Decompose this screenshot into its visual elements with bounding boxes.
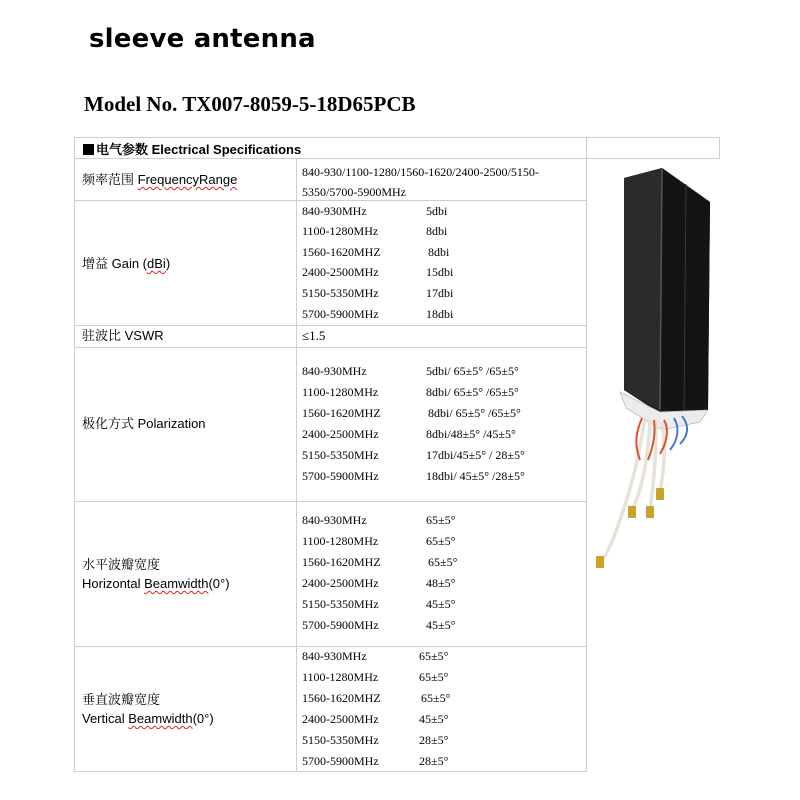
- horizontal-line: 840-930MHz 65±5°: [302, 513, 456, 527]
- antenna-left-face: [624, 168, 662, 410]
- horizontal-beamwidth-label: 水平波瓣宽度 Horizontal Beamwidth(0°): [82, 557, 230, 591]
- gain-label: 增益 Gain (dBi): [82, 256, 171, 271]
- connector-icon: [656, 488, 664, 500]
- gain-line: 840-930MHz 5dbi: [302, 204, 448, 218]
- connector-icon: [646, 506, 654, 518]
- vertical-line: 1560-1620MHZ 65±5°: [302, 691, 451, 705]
- polarization-label: 极化方式 Polarization: [82, 416, 206, 431]
- polarization-line: 1560-1620MHZ 8dbi/ 65±5° /65±5°: [302, 406, 521, 420]
- polarization-line: 1100-1280MHz 8dbi/ 65±5° /65±5°: [302, 385, 519, 399]
- horizontal-line: 1100-1280MHz 65±5°: [302, 534, 456, 548]
- horizontal-line: 2400-2500MHz 48±5°: [302, 576, 456, 590]
- polarization-line: 2400-2500MHz 8dbi/48±5° /45±5°: [302, 427, 516, 441]
- frequency-value: 840-930/1100-1280/1560-1620/2400-2500/5150-5350/5700-5900MHz: [302, 165, 539, 199]
- vertical-line: 2400-2500MHz 45±5°: [302, 712, 449, 726]
- polarization-line: 5700-5900MHz 18dbi/ 45±5° /28±5°: [302, 469, 525, 483]
- horizontal-line: 5150-5350MHz 45±5°: [302, 597, 456, 611]
- gain-line: 1100-1280MHz 8dbi: [302, 224, 448, 238]
- polarization-line: 840-930MHz 5dbi/ 65±5° /65±5°: [302, 364, 519, 378]
- vertical-line: 5700-5900MHz 28±5°: [302, 754, 449, 768]
- model-number: Model No. TX007-8059-5-18D65PCB: [84, 92, 416, 116]
- polarization-line: 5150-5350MHz 17dbi/45±5° / 28±5°: [302, 448, 525, 462]
- connector-icon: [596, 556, 604, 568]
- vertical-line: 1100-1280MHz 65±5°: [302, 670, 449, 684]
- cable-white-4: [660, 422, 664, 492]
- horizontal-line: 1560-1620MHZ 65±5°: [302, 555, 458, 569]
- vertical-line: 5150-5350MHz 28±5°: [302, 733, 449, 747]
- connector-icon: [628, 506, 636, 518]
- vertical-line: 840-930MHz 65±5°: [302, 649, 449, 663]
- frequency-label: 频率范围 FrequencyRange: [82, 172, 238, 187]
- gain-line: 2400-2500MHz 15dbi: [302, 265, 454, 279]
- gain-line: 1560-1620MHZ 8dbi: [302, 245, 450, 259]
- square-bullet-icon: [83, 144, 94, 155]
- antenna-product-image: [590, 160, 730, 580]
- section-header: 电气参数 Electrical Specifications: [83, 139, 301, 158]
- vertical-beamwidth-label: 垂直波瓣宽度 Vertical Beamwidth(0°): [82, 692, 214, 726]
- horizontal-line: 5700-5900MHz 45±5°: [302, 618, 456, 632]
- gain-line: 5700-5900MHz 18dbi: [302, 307, 454, 321]
- gain-line: 5150-5350MHz 17dbi: [302, 286, 454, 300]
- page-title: sleeve antenna: [89, 24, 316, 54]
- vswr-label: 驻波比 VSWR: [82, 328, 164, 343]
- vswr-value: ≤1.5: [302, 328, 326, 343]
